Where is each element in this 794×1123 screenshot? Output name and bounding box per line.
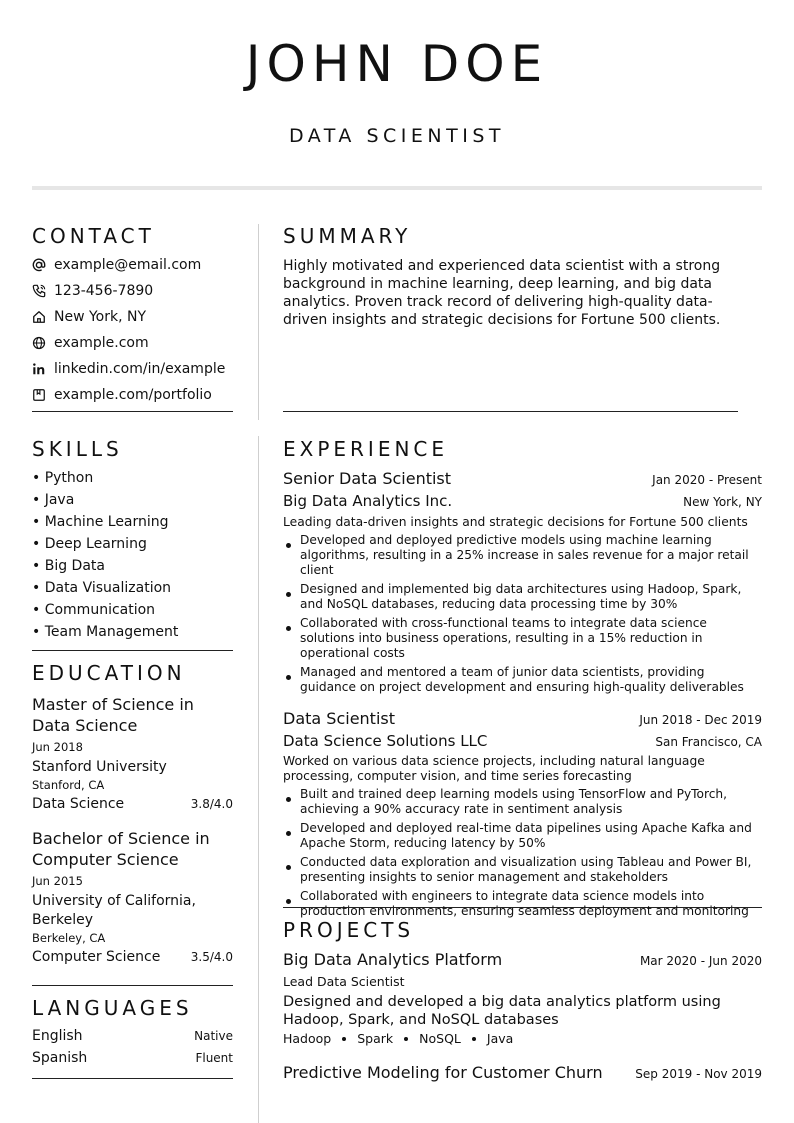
project-dates: Mar 2020 - Jun 2020 [639,954,762,968]
skills-section [32,437,233,651]
candidate-name: JOHN DOE [245,35,549,93]
skill-item: • Python [32,470,94,486]
globe-icon [32,336,46,350]
job-title-header: DATA SCIENTIST [288,125,505,147]
education-entry [32,694,233,814]
project-role: Lead Data Scientist [283,974,405,989]
project-tag: NoSQL [419,1031,461,1046]
job-description: Leading data-driven insights and strategic decisions for Fortune 500 clients [283,515,748,529]
contact-portfolio[interactable] [32,382,233,408]
header-divider [32,186,762,190]
project-tag: Spark [357,1031,394,1046]
job-title: Data Scientist [283,709,395,728]
skill-item: • Big Data [32,558,105,574]
project-name: Big Data Analytics Platform [283,950,503,969]
job-bullet: Developed and deployed predictive models using machine learning algorithms, resulting in a 25% increase in sales revenue for a major retail client [283,533,762,578]
contact-heading: CONTACT [32,224,155,248]
contact-website-text: example.com [54,335,149,351]
project-tag: Hadoop [283,1031,332,1046]
contact-linkedin[interactable] [32,356,233,382]
project-tags [283,1030,762,1048]
company-name: Data Science Solutions LLC [283,732,488,750]
languages-section [32,996,233,1079]
education-heading: EDUCATION [32,661,186,685]
field-of-study: Computer Science [32,949,161,965]
project-description: Designed and developed a big data analytics platform using Hadoop, Spark, and NoSQL databases [283,994,721,1028]
job-location: San Francisco, CA [655,735,762,749]
skill-item: • Data Visualization [32,580,172,596]
job-bullet: Designed and implemented big data architectures using Hadoop, Spark, and NoSQL databases, reducing data processing time by 30% [283,582,762,612]
tag-separator [404,1037,408,1041]
job-dates: Jun 2018 - Dec 2019 [639,713,762,727]
projects-heading: PROJECTS [283,918,415,942]
company-name: Big Data Analytics Inc. [283,492,453,510]
degree-date: Jun 2015 [32,874,83,888]
experience-section [283,437,762,918]
summary-heading: SUMMARY [283,224,412,248]
job-entry [283,708,762,919]
languages-heading: LANGUAGES [32,996,193,1020]
contact-location-text: New York, NY [54,309,147,325]
tag-separator [342,1037,346,1041]
degree-date: Jun 2018 [32,740,83,754]
language-row [32,1027,233,1049]
job-bullet: Collaborated with engineers to integrate data science models into production environments, ensuring seamless deployment and monitoring [283,889,762,919]
contact-phone-text: 123-456-7890 [54,283,154,299]
project-entry [283,949,762,1048]
project-name: Predictive Modeling for Customer Churn [283,1063,603,1082]
gpa: 3.8/4.0 [190,797,233,811]
contact-email-text: example@email.com [54,257,202,273]
skill-item: • Java [32,492,75,508]
skill-item: • Team Management [32,624,179,640]
education-entry [32,828,233,967]
contact-email[interactable] [32,252,233,278]
linkedin-icon [32,362,46,376]
field-of-study: Data Science [32,796,125,812]
project-tag: Java [486,1031,514,1046]
column-divider [258,224,259,420]
job-bullet: Conducted data exploration and visualization using Tableau and Power BI, presenting insights to senior management and stakeholders [283,855,762,885]
school-location: Berkeley, CA [32,931,106,945]
skill-item: • Deep Learning [32,536,147,552]
contact-linkedin-text: linkedin.com/in/example [54,361,226,377]
contact-section [32,224,233,412]
language-name: English [32,1028,83,1044]
language-level: Fluent [195,1051,233,1065]
tag-separator [472,1037,476,1041]
summary-text: Highly motivated and experienced data scientist with a strong background in machine learning, deep learning, and big data analytics. Proven track record of delivering high-quality data-driven insights and strategic decisions for Fortune 500 clients. [283,258,721,328]
experience-heading: EXPERIENCE [283,437,449,461]
job-bullet: Collaborated with cross-functional teams to integrate data science solutions into business operations, resulting in a 15% reduction in operational costs [283,616,762,661]
job-description: Worked on various data science projects, including natural language processing, computer vision, and time series forecasting [283,754,705,783]
home-icon [32,310,46,324]
language-row [32,1049,233,1071]
skills-heading: SKILLS [32,437,123,461]
job-dates: Jan 2020 - Present [652,473,762,487]
job-bullet: Managed and mentored a team of junior data scientists, providing guidance on project development and ensuring high-quality deliverables [283,665,762,695]
right-column [283,224,762,1084]
gpa: 3.5/4.0 [190,950,233,964]
school-location: Stanford, CA [32,778,105,792]
at-icon [32,258,46,272]
school-name: University of California, Berkeley [32,893,196,928]
job-entry [283,468,762,695]
job-bullet: Developed and deployed real-time data pipelines using Apache Kafka and Apache Storm, reducing latency by 50% [283,821,762,851]
column-divider [258,436,259,1123]
contact-portfolio-text: example.com/portfolio [54,387,212,403]
school-name: Stanford University [32,759,167,775]
project-dates: Sep 2019 - Nov 2019 [635,1067,762,1081]
skill-item: • Machine Learning [32,514,169,530]
summary-section [283,224,738,412]
projects-section [283,918,762,1084]
education-section [32,661,233,986]
portfolio-icon [32,388,46,402]
job-title: Senior Data Scientist [283,469,452,488]
contact-website[interactable] [32,330,233,356]
contact-phone[interactable] [32,278,233,304]
phone-icon [32,284,46,298]
job-bullet: Built and trained deep learning models using TensorFlow and PyTorch, achieving a 90% accuracy rate in sentiment analysis [283,787,762,817]
contact-location [32,304,233,330]
language-level: Native [194,1029,233,1043]
language-name: Spanish [32,1050,88,1066]
skill-item: • Communication [32,602,156,618]
degree-title: Master of Science in Data Science [32,695,194,735]
project-entry [283,1062,762,1084]
degree-title: Bachelor of Science in Computer Science [32,829,210,869]
job-location: New York, NY [683,495,762,509]
left-column [32,224,233,1079]
